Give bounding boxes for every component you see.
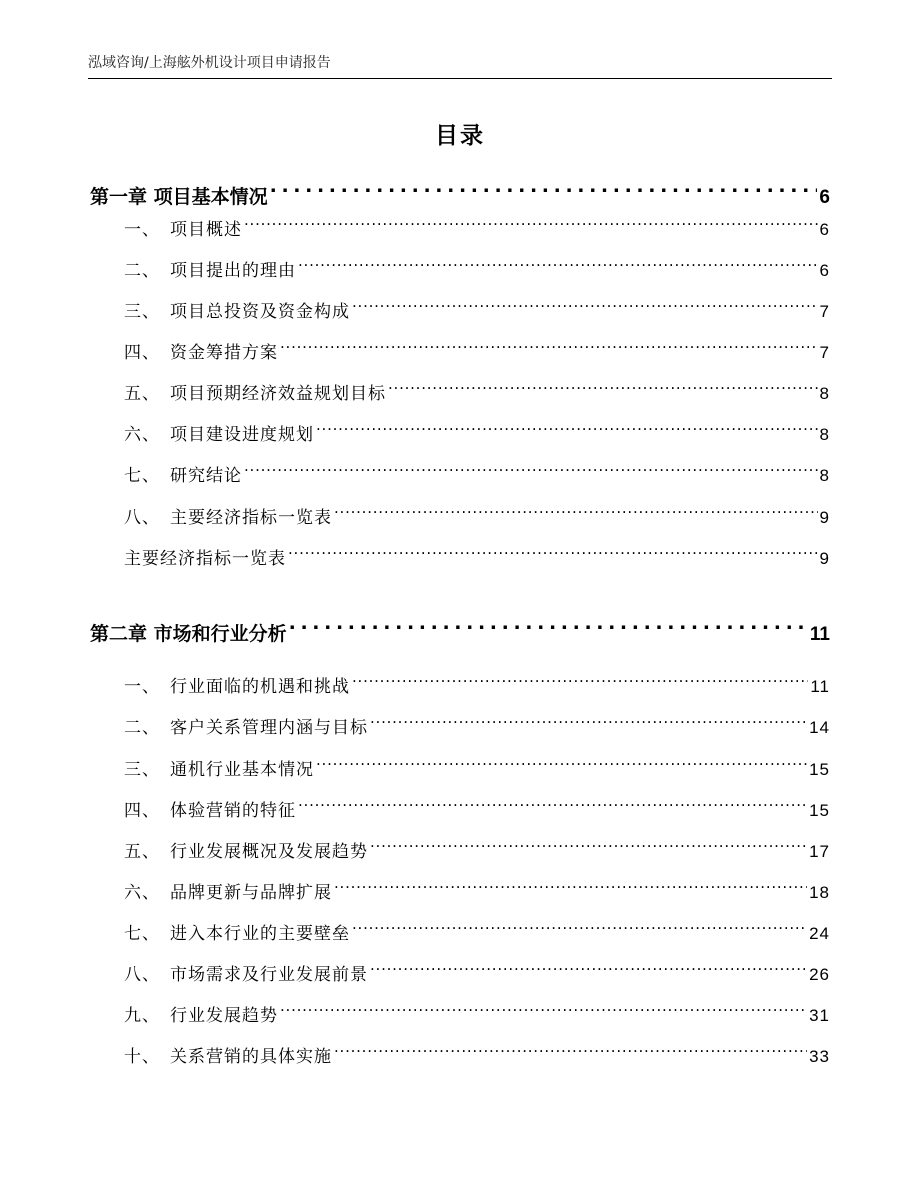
toc-entry-number: 二、 — [124, 718, 160, 738]
toc-dot-leader — [334, 881, 807, 898]
toc-dot-leader — [270, 184, 818, 203]
toc-entry-label: 行业发展趋势 — [170, 1006, 278, 1026]
toc-entry-label: 项目概述 — [170, 220, 242, 240]
toc-entry-number: 四、 — [124, 343, 160, 363]
toc-entry-label: 行业发展概况及发展趋势 — [170, 842, 368, 862]
toc-entry-label: 项目建设进度规划 — [170, 425, 314, 445]
toc-entry-label: 通机行业基本情况 — [170, 760, 314, 780]
toc-entry-number: 七、 — [124, 924, 160, 944]
toc-entry-text — [124, 461, 242, 491]
toc-entry-label: 项目预期经济效益规划目标 — [170, 384, 386, 404]
toc-entry-label: 主要经济指标一览表 — [124, 549, 286, 569]
toc-entry-text — [124, 256, 296, 286]
toc-page-number: 6 — [819, 187, 830, 208]
toc-entry-number: 四、 — [124, 801, 160, 821]
toc-entry-text — [124, 837, 368, 867]
toc-entry-label: 项目总投资及资金构成 — [170, 302, 350, 322]
toc-page-number: 7 — [819, 302, 830, 321]
toc-page-number: 9 — [819, 549, 830, 568]
toc-chapter-2[interactable] — [90, 617, 830, 651]
toc-entry[interactable] — [124, 919, 830, 949]
toc-entry-number: 八、 — [124, 508, 160, 528]
toc-page-number: 8 — [819, 384, 830, 403]
toc-entry-number: 十、 — [124, 1047, 160, 1067]
toc-entry[interactable] — [124, 755, 830, 785]
toc-title: 目录 — [435, 123, 485, 149]
toc-page-number: 26 — [809, 965, 830, 984]
toc-dot-leader — [370, 716, 807, 733]
toc-entry-label: 第一章 项目基本情况 — [90, 186, 268, 208]
toc-page-number: 15 — [809, 801, 830, 820]
toc-entry-number: 八、 — [124, 965, 160, 985]
toc-dot-leader — [280, 1004, 807, 1021]
toc-entry-number: 五、 — [124, 384, 160, 404]
toc-entry-label: 客户关系管理内涵与目标 — [170, 718, 368, 738]
header-divider — [88, 78, 832, 79]
toc-dot-leader — [352, 675, 808, 692]
toc-dot-leader — [352, 300, 818, 317]
toc-entry-number: 七、 — [124, 466, 160, 486]
toc-entry[interactable] — [124, 420, 830, 450]
toc-entry-number: 九、 — [124, 1006, 160, 1026]
toc-entry[interactable] — [124, 544, 830, 574]
toc-dot-leader — [280, 341, 818, 358]
toc-entry[interactable] — [124, 461, 830, 491]
toc-entry-text — [124, 1042, 332, 1072]
toc-chapter-1[interactable] — [90, 180, 830, 214]
toc-entry-text — [124, 796, 296, 826]
toc-entry[interactable] — [124, 338, 830, 368]
toc-entry-number: 三、 — [124, 760, 160, 780]
toc-entry-label: 第二章 市场和行业分析 — [90, 623, 287, 645]
toc-page-number: 6 — [819, 220, 830, 239]
toc-dot-leader — [370, 963, 807, 980]
toc-entry-number: 二、 — [124, 261, 160, 281]
toc-dot-leader — [244, 218, 818, 235]
toc-entry-text — [124, 338, 278, 368]
toc-page-number: 17 — [809, 842, 830, 861]
toc-entry[interactable] — [124, 672, 830, 702]
toc-page-number: 15 — [809, 760, 830, 779]
toc-entry-label: 研究结论 — [170, 466, 242, 486]
toc-entry-number: 六、 — [124, 425, 160, 445]
toc-page-number: 9 — [819, 508, 830, 527]
toc-page-number: 11 — [809, 624, 830, 645]
toc-entry-text — [124, 215, 242, 245]
toc-page-number: 18 — [809, 883, 830, 902]
toc-dot-leader — [334, 1045, 807, 1062]
toc-entry[interactable] — [124, 297, 830, 327]
toc-entry-number: 三、 — [124, 302, 160, 322]
toc-entry[interactable] — [124, 878, 830, 908]
toc-entry[interactable] — [124, 256, 830, 286]
toc-entry-label: 体验营销的特征 — [170, 801, 296, 821]
toc-entry-label: 行业面临的机遇和挑战 — [170, 677, 350, 697]
toc-entry-label: 进入本行业的主要壁垒 — [170, 924, 350, 944]
toc-dot-leader — [244, 464, 818, 481]
toc-page-number: 24 — [809, 924, 830, 943]
toc-page-number: 31 — [809, 1006, 830, 1025]
toc-entry-text — [124, 878, 332, 908]
toc-page-number: 14 — [809, 718, 830, 737]
toc-entry-text — [124, 379, 386, 409]
toc-entry-text — [124, 297, 350, 327]
toc-entry-text — [124, 672, 350, 702]
toc-dot-leader — [316, 423, 818, 440]
toc-entry-number: 五、 — [124, 842, 160, 862]
toc-dot-leader — [370, 840, 807, 857]
toc-dot-leader — [388, 382, 818, 399]
toc-entry[interactable] — [124, 796, 830, 826]
toc-entry[interactable] — [124, 1001, 830, 1031]
toc-entry-text — [124, 1001, 278, 1031]
toc-page-number: 11 — [810, 677, 830, 696]
toc-entry-label: 主要经济指标一览表 — [170, 508, 332, 528]
toc-entry-text — [124, 919, 350, 949]
toc-entry-text — [124, 755, 314, 785]
toc-entry-text — [124, 713, 368, 743]
toc-entry-label: 市场需求及行业发展前景 — [170, 965, 368, 985]
toc-entry[interactable] — [124, 379, 830, 409]
toc-page-number: 8 — [819, 466, 830, 485]
toc-entry-number: 一、 — [124, 220, 160, 240]
toc-entry[interactable] — [124, 837, 830, 867]
toc-dot-leader — [334, 506, 818, 523]
toc-entry[interactable] — [124, 1042, 830, 1072]
toc-page-number: 6 — [819, 261, 830, 280]
toc-dot-leader — [289, 621, 808, 640]
toc-dot-leader — [298, 259, 818, 276]
toc-entry[interactable] — [124, 503, 830, 533]
toc-entry-text — [124, 420, 314, 450]
toc-dot-leader — [298, 799, 807, 816]
toc-dot-leader — [352, 922, 807, 939]
toc-entry-label: 关系营销的具体实施 — [170, 1047, 332, 1067]
toc-entry-label: 资金筹措方案 — [170, 343, 278, 363]
toc-dot-leader — [288, 547, 818, 564]
page-header: 泓域咨询/上海舷外机设计项目申请报告 — [88, 55, 331, 71]
toc-entry[interactable] — [124, 960, 830, 990]
toc-entry[interactable] — [124, 713, 830, 743]
toc-entry-text — [124, 960, 368, 990]
toc-entry-number: 六、 — [124, 883, 160, 903]
toc-page-number: 8 — [819, 425, 830, 444]
toc-page-number: 7 — [819, 343, 830, 362]
toc-page-number: 33 — [809, 1047, 830, 1066]
toc-dot-leader — [316, 758, 807, 775]
toc-entry-label: 品牌更新与品牌扩展 — [170, 883, 332, 903]
toc-entry-number: 一、 — [124, 677, 160, 697]
toc-entry-label: 项目提出的理由 — [170, 261, 296, 281]
toc-entry-text — [124, 503, 332, 533]
toc-entry[interactable] — [124, 215, 830, 245]
